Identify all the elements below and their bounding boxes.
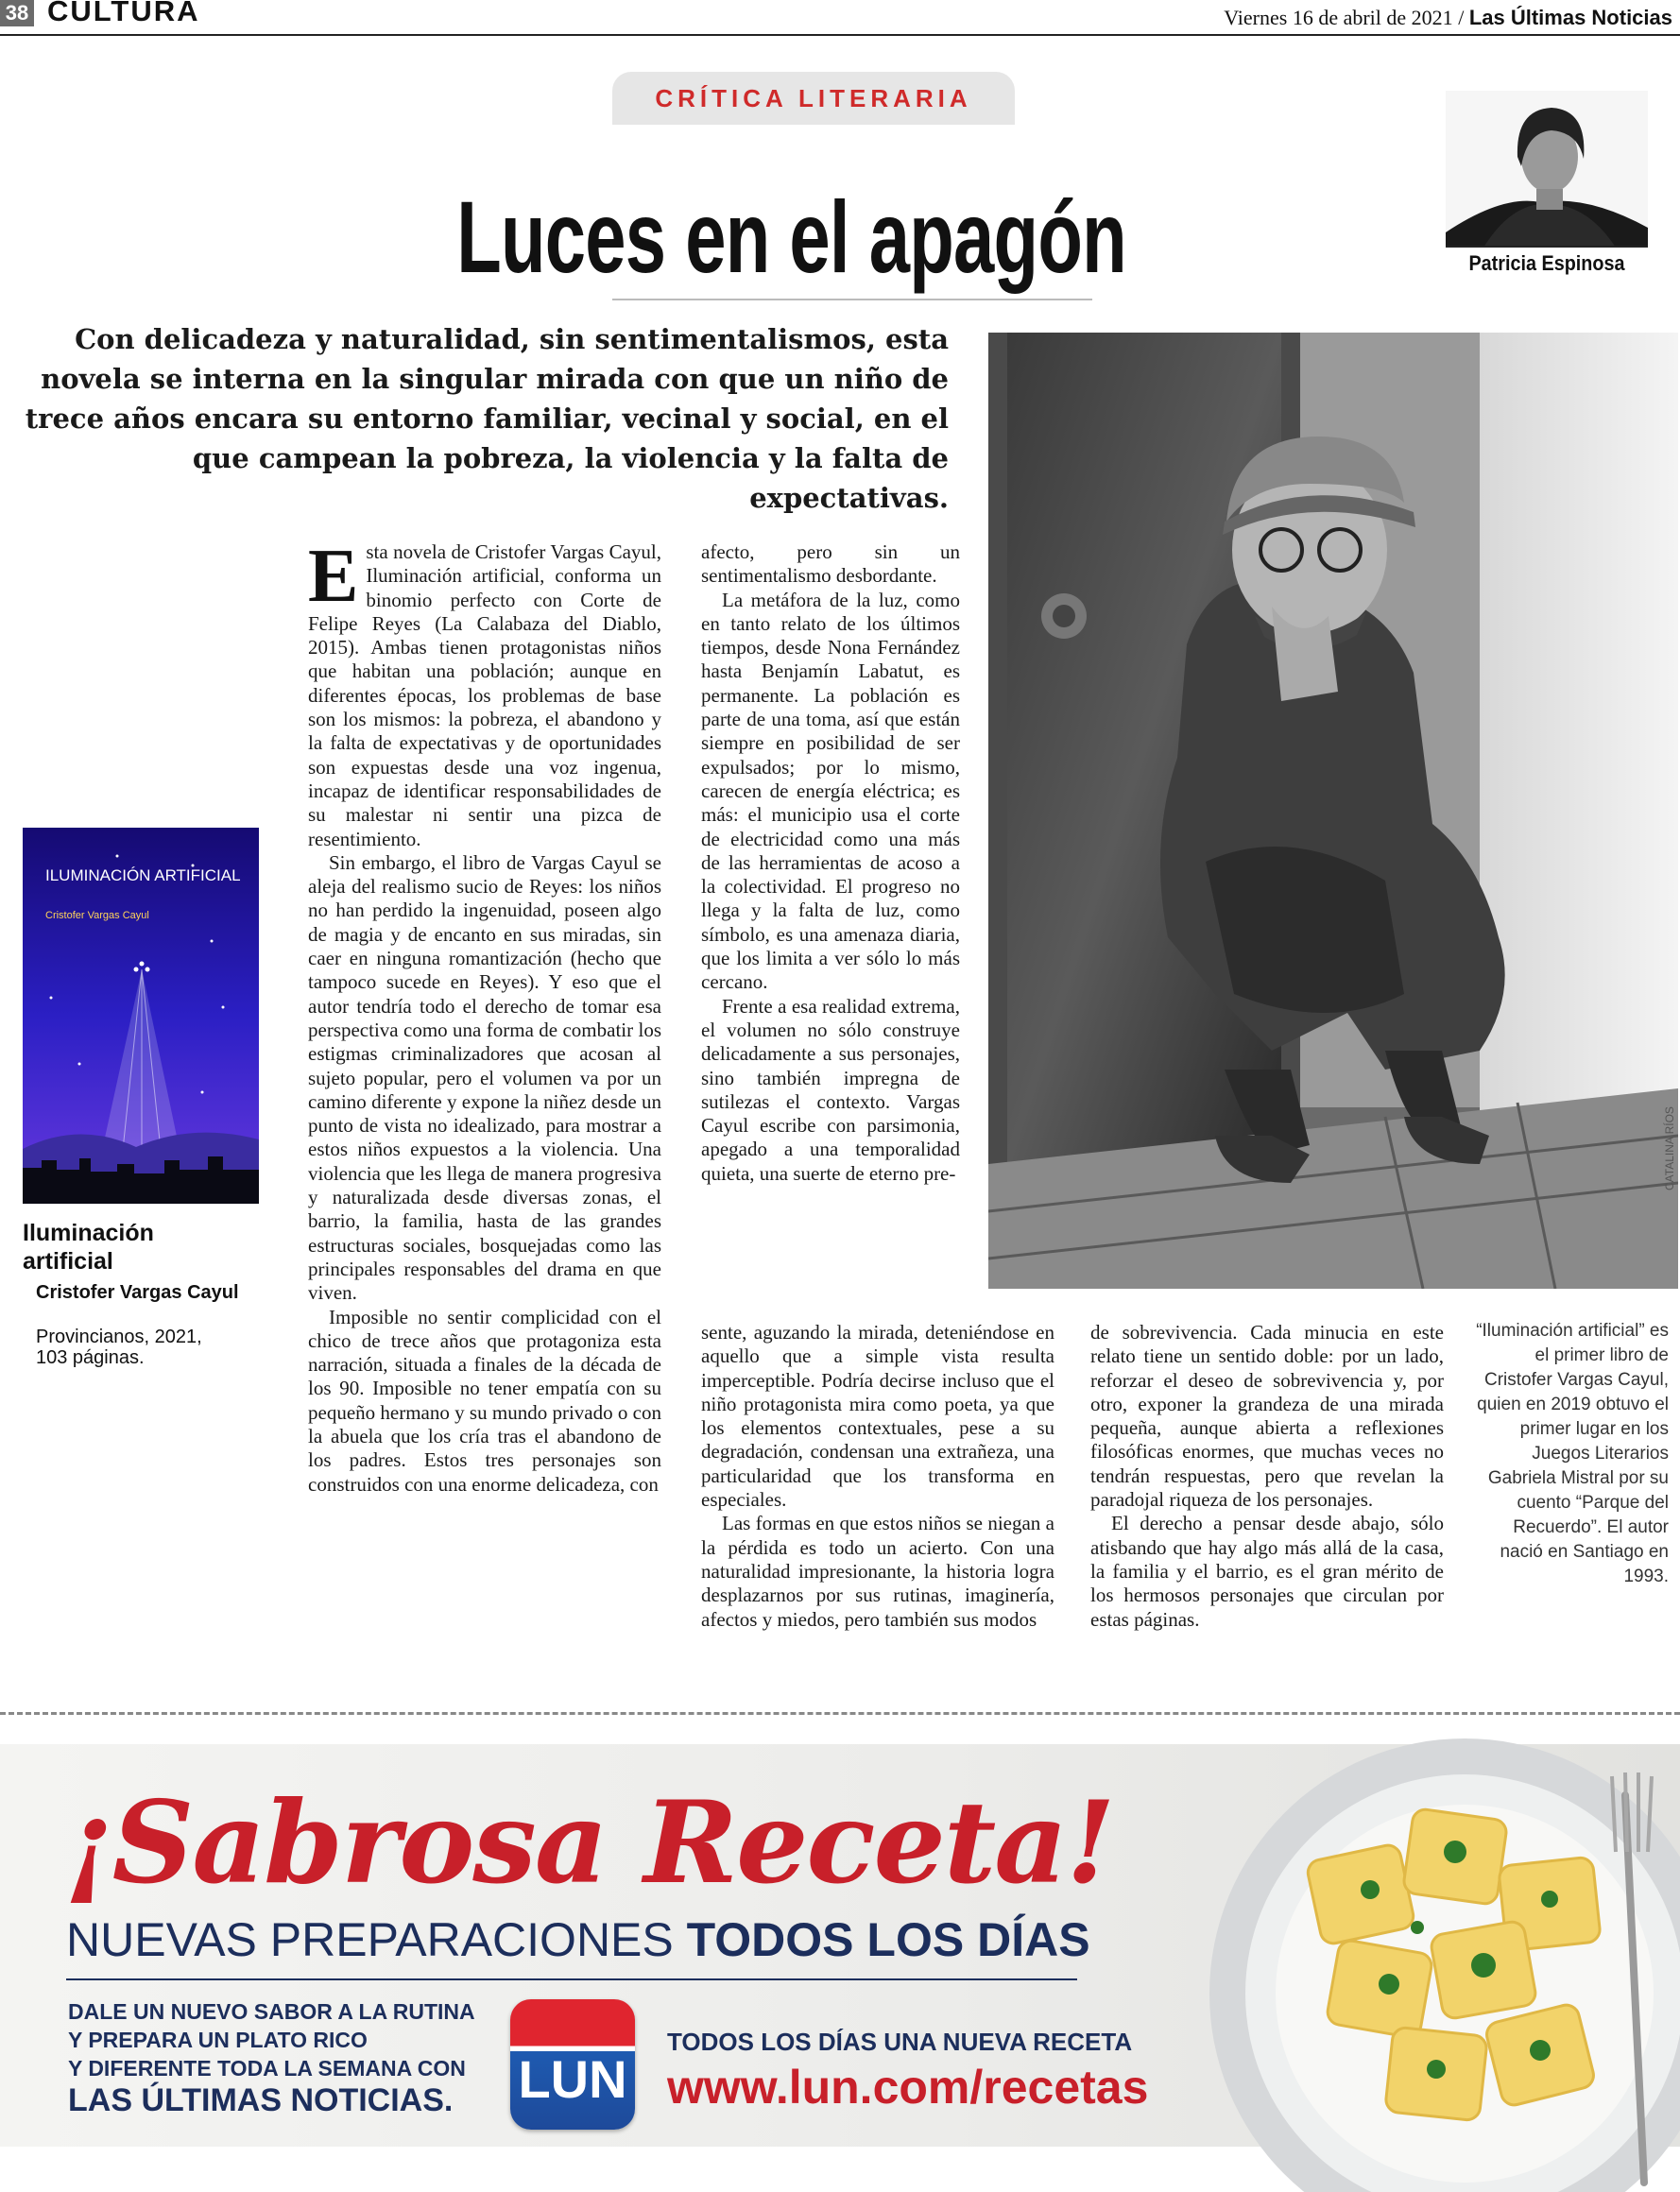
book-pages: 103 páginas. <box>36 1347 145 1368</box>
book-title: Iluminación artificial <box>23 1220 154 1275</box>
dateline-separator: / <box>1458 6 1465 29</box>
body-column-2-continued <box>701 1321 1054 1632</box>
paragraph-text: sta novela de Cristofer Vargas Cayul, Iluminación artificial, conforma un binomio perfecto con Corte de Felipe Reyes (La Calabaza del Diablo, 2015). Ambas tienen protagonistas niños que habitan una población; aunque en diferentes épocas, los problemas de base son los mismos: la pobreza, el abandono y la falta de expectativas y de oportunidades son expuestas desde una voz ingenua, incapaz de identificar responsabilidades de su malestar ni sentir una pizca de resentimiento. <box>308 540 661 850</box>
body-paragraph: La metáfora de la luz, como en tanto relato de los últimos tiempos, desde Nona Fernández hasta Benjamín Labatut, es permanente. La población es parte de una toma, así que están siempre en posibilidad de ser expulsados; por lo mismo, carecen de energía eléctrica; es más: el municipio usa el corte de electricidad como una más de las herramientas de acoso a la colectividad. El progreso no llega y la falta de luz, como símbolo, es una amenaza diaria, que los limita a ver sólo lo más cercano. <box>701 588 960 994</box>
headline-divider <box>612 299 1092 300</box>
ad-subtitle-b: TODOS LOS DÍAS <box>686 1913 1090 1966</box>
cover-title: ILUMINACIÓN ARTIFICIAL <box>45 866 241 884</box>
lun-logo: LUN <box>510 1999 635 2130</box>
drop-cap: E <box>308 535 359 618</box>
body-column-1 <box>308 535 661 1497</box>
body-paragraph: Frente a esa realidad extrema, el volumen no sólo construye delicadamente a sus personajes, sino también impregna de sutilezas el contexto. Vargas Cayul escribe con parsimonia, apegado a una temporalidad quieta, una suerte de eterno pre- <box>701 994 960 1185</box>
main-photo-drawing <box>988 333 1678 1289</box>
ad-copy-line-strong: LAS ÚLTIMAS NOTICIAS. <box>68 2082 454 2118</box>
ad-right-tagline: TODOS LOS DÍAS UNA NUEVA RECETA <box>667 2028 1133 2056</box>
ad-left-copy <box>68 1997 522 2118</box>
book-cover-drawing <box>23 828 259 1204</box>
body-column-2 <box>701 540 960 1186</box>
ravioli-plate-image <box>1153 1738 1680 2192</box>
ad-subtitle <box>66 1912 1090 1967</box>
body-paragraph: afecto, pero sin un sentimentalismo desbordante. <box>701 540 960 588</box>
kicker-label: CRÍTICA LITERARIA <box>612 72 1015 125</box>
main-photo <box>988 333 1678 1289</box>
author-rule <box>1446 246 1648 248</box>
body-paragraph: sente, aguzando la mirada, deteniéndose en aquello que a simple vista resulta imperceptible. Podría decirse incluso que el niño protagonista mira como poeta, ya que los elementos contextuales, pese a su degradación, condensan una extrañeza, una particularidad que los transforma en especiales. <box>701 1321 1054 1512</box>
ravioli-plate-drawing <box>1153 1738 1680 2192</box>
author-name: Patricia Espinosa <box>1468 251 1625 275</box>
header-rule <box>0 34 1680 36</box>
photo-credit: CATALINA RÍOS <box>1663 1106 1676 1190</box>
body-paragraph: de sobrevivencia. Cada minucia en este relato tiene un sentido doble: por un lado, reforzar el deseo de sobrevivencia y, por otro, exponer la grandeza de una mirada pequeña, aunque abierta a reflexiones filosóficas enormes, que muchas veces no tendrán respuestas, pero que revelan la paradojal riqueza de los personajes. <box>1090 1321 1444 1512</box>
article-lead: Con delicadeza y naturalidad, sin sentimentalismos, esta novela se interna en la singular mirada con que un niño de trece años encara su entorno familiar, vecinal y social, en el que campean la pobreza, la violencia y la falta de expectativas. <box>25 323 949 514</box>
photo-caption: “Iluminación artificial” es el primer libro de Cristofer Vargas Cayul, quien en 2019 obtuvo el primer lugar en los Juegos Literarios Gabriela Mistral por su cuento “Parque del Recuerdo”. El autor nació en Santiago en 1993. <box>1476 1321 1669 1586</box>
ad-copy-line: DALE UN NUEVO SABOR A LA RUTINA <box>68 1999 475 2024</box>
ad-url-link[interactable]: www.lun.com/recetas <box>667 2061 1149 2114</box>
book-publication <box>36 1327 244 1368</box>
newspaper-name: Las Últimas Noticias <box>1468 6 1672 29</box>
ad-title: ¡Sabrosa Receta! <box>64 1776 1114 1909</box>
cover-author: Cristofer Vargas Cayul <box>45 910 149 921</box>
book-cover <box>23 828 259 1204</box>
ad-subtitle-rule <box>66 1978 1077 1980</box>
author-portrait-drawing <box>1446 91 1648 248</box>
headline: Luces en el apagón <box>456 180 1126 294</box>
body-paragraph: El derecho a pensar desde abajo, sólo atisbando que hay algo más allá de la casa, la familia y el barrio, es el gran mérito de los hermosos personajes que circulan por estas páginas. <box>1090 1512 1444 1631</box>
body-paragraph: Las formas en que estos niños se niegan a la pérdida es todo un acierto. Con una naturalidad impresionante, la historia logra desplazarnos por sus rutinas, imaginería, afectos y miedos, pero también sus modos <box>701 1512 1054 1631</box>
body-paragraph: Imposible no sentir complicidad con el chico de trece años que protagoniza esta narración, situada a finales de la década de los 90. Imposible no tener empatía con su pequeño hermano y su mundo privado o con la abuela que los cría tras el abandono de los padres. Estos tres personajes son construidos con una enorme delicadeza, con <box>308 1305 661 1496</box>
body-column-3 <box>1090 1321 1444 1632</box>
ad-copy-line: Y DIFERENTE TODA LA SEMANA CON <box>68 2056 466 2081</box>
issue-date: Viernes 16 de abril de 2021 <box>1224 6 1453 29</box>
body-paragraph: Sin embargo, el libro de Vargas Cayul se aleja del realismo sucio de Reyes: los niños no han perdido la ingenuidad, poseen algo de magia y de encanto en sus miradas, sin caer en ninguna romantización (hecho que tampoco sucede en Reyes). Y eso que el autor tendría todo el derecho de tomar esa perspectiva como una forma de combatir los estigmas criminalizadores que acosan al sujeto popular, pero el volumen va por un camino diferente y expone la niñez desde un punto de vista no idealizado, para mostrar a estos niños expuestos a la violencia. Una violencia que les llega de manera progresiva y naturalizada desde diversas zonas, el barrio, la familia, hasta de las grandes estructuras sociales, bosquejadas como las principales responsables del drama en que viven. <box>308 850 661 1305</box>
dateline <box>1224 6 1672 30</box>
author-portrait <box>1446 91 1648 248</box>
book-publisher: Provincianos, 2021, <box>36 1327 202 1347</box>
ad-copy-line: Y PREPARA UN PLATO RICO <box>68 2028 368 2052</box>
book-author: Cristofer Vargas Cayul <box>36 1282 239 1303</box>
body-paragraph <box>308 535 661 851</box>
ad-subtitle-a: NUEVAS PREPARACIONES <box>66 1913 674 1966</box>
page-number: 38 <box>0 0 34 26</box>
section-label: CULTURA <box>47 0 200 27</box>
ad-divider <box>0 1712 1680 1715</box>
